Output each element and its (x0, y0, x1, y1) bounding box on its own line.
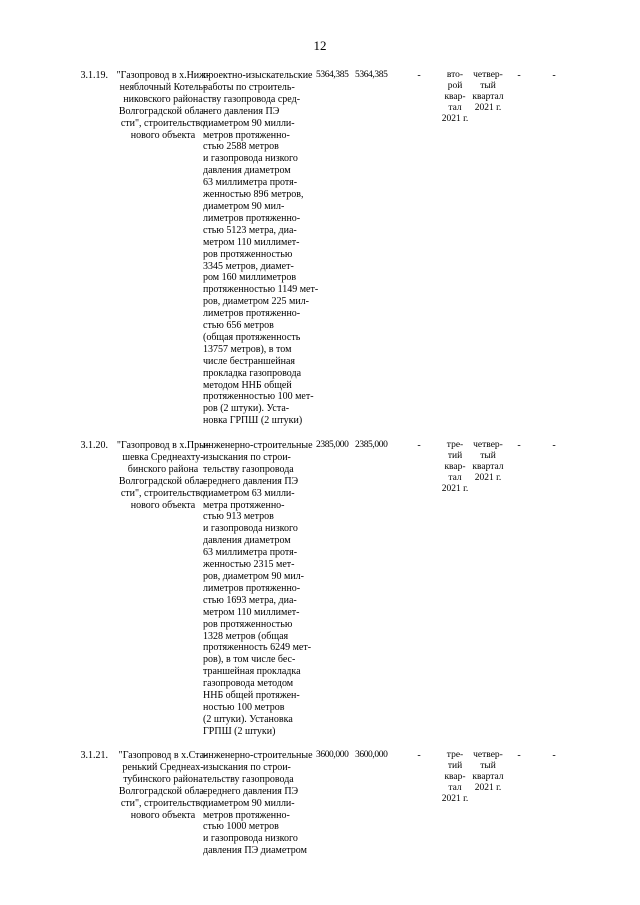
work-description-line: прокладка газопровода (203, 367, 302, 379)
work-description-line: ров), в том числе бес- (203, 654, 296, 666)
work-description-line: диаметром 90 милли- (203, 117, 295, 129)
work-description-line: ром 160 миллиметров (203, 272, 297, 284)
start-period-line: тий (447, 761, 463, 771)
dash-cell: - (517, 70, 521, 81)
amount-total: 2385,000 (316, 440, 349, 450)
end-period (471, 440, 505, 484)
work-description-line: работы по строитель- (203, 81, 295, 93)
work-description-line: давления диаметром (203, 165, 291, 177)
work-description-line: ству газопровода сред- (203, 93, 301, 105)
work-description-line: давления диаметром (203, 535, 291, 547)
object-name-line: "Газопровод в х.Ста- (118, 750, 208, 761)
work-description-line: и газопровода низкого (203, 523, 298, 535)
work-description-line: лиметров протяженно- (203, 212, 301, 224)
work-description-line: диаметром 90 мил- (203, 200, 285, 212)
end-period-line: четвер- (473, 440, 503, 450)
amount-year: 2385,000 (355, 440, 388, 450)
object-name-line: сти", строительство (120, 487, 206, 499)
end-period-line: 2021 г. (474, 783, 502, 793)
object-name-line: никовского района (123, 93, 203, 105)
object-name-line: нового объекта (130, 499, 196, 511)
start-period-line: тал (448, 473, 462, 483)
object-name-line: Волгоградской обла- (118, 785, 208, 797)
work-description-line: и газопровода низкого (203, 153, 298, 165)
work-description-line: 63 миллиметра протя- (203, 547, 298, 559)
end-period (471, 70, 505, 114)
dash-cell: - (517, 440, 521, 451)
work-description-line: инженерно-строительные (203, 750, 313, 761)
work-description-line: ров (2 штуки). Уста- (203, 403, 290, 415)
start-period-line: вто- (446, 70, 464, 80)
object-name-line: нового объекта (130, 129, 196, 141)
work-description-line: проектно-изыскательские (203, 70, 313, 81)
work-description-line: протяженность 6249 мет- (203, 642, 312, 654)
amount-total: 3600,000 (316, 750, 349, 760)
start-period (437, 70, 473, 125)
start-period-line: тре- (446, 440, 464, 450)
dash-cell: - (552, 70, 556, 81)
amount-year: 5364,385 (355, 70, 388, 80)
work-description-line: диаметром 90 милли- (203, 797, 295, 809)
dash-cell: - (517, 750, 521, 761)
object-name-line: Волгоградской обла- (118, 105, 208, 117)
start-period-line: тре- (446, 750, 464, 760)
object-name (116, 70, 210, 141)
start-period-line: тал (448, 103, 462, 113)
work-description-line: ГРПШ (2 штуки) (203, 725, 276, 737)
work-description-line: 63 миллиметра протя- (203, 177, 298, 189)
row-number: 3.1.19. (80, 70, 108, 81)
object-name (116, 440, 210, 511)
work-description-line: давления ПЭ диаметром (203, 845, 307, 857)
work-description-line: ностью 100 метров (203, 701, 285, 713)
start-period (437, 750, 473, 805)
work-description-line: числе бестраншейная (203, 355, 295, 367)
work-description-line: тельству газопровода (203, 773, 294, 785)
start-period-line: квар- (444, 462, 466, 472)
work-description-line: 1328 метров (общая (203, 630, 289, 642)
work-description-line: 3345 метров, диамет- (203, 260, 294, 272)
start-period-line: тий (447, 451, 463, 461)
object-name (116, 750, 210, 821)
end-period-line: квартал (472, 462, 504, 472)
work-description-line: ров, диаметром 90 мил- (203, 570, 304, 582)
end-period-line: тый (480, 81, 496, 91)
work-description-line: протяженностью 100 мет- (203, 391, 314, 403)
end-period-line: 2021 г. (474, 473, 502, 483)
work-description-line: инженерно-строительные (203, 440, 313, 451)
work-description-line: траншейная прокладка (203, 666, 301, 678)
end-period-line: тый (480, 451, 496, 461)
work-description-line: изыскания по строи- (203, 761, 291, 773)
start-period-line: тал (448, 783, 462, 793)
work-description-line: ров, диаметром 225 мил- (203, 296, 309, 308)
object-name-line: ренький Среднеах- (122, 761, 204, 773)
end-period-line: квартал (472, 92, 504, 102)
start-period-line: рой (447, 81, 463, 91)
page-number: 12 (313, 38, 327, 53)
work-description-line: стью 656 метров (203, 320, 274, 332)
start-period-line: 2021 г. (441, 794, 469, 804)
end-period-line: тый (480, 761, 496, 771)
work-description-line: ров протяженностью (203, 248, 293, 260)
work-description-line: него давления ПЭ (203, 105, 280, 117)
object-name-line: сти", строительство (120, 797, 206, 809)
end-period-line: квартал (472, 772, 504, 782)
work-description-line: протяженностью 1149 мет- (203, 284, 319, 296)
object-name-line: "Газопровод в х.Ниж- (116, 70, 210, 81)
work-description-line: стью 1000 метров (203, 821, 279, 833)
end-period-line: четвер- (473, 70, 503, 80)
end-period-line: 2021 г. (474, 103, 502, 113)
dash-cell: - (417, 440, 421, 451)
work-description-line: метром 110 миллимет- (203, 236, 300, 248)
start-period (437, 440, 473, 495)
work-description-line: метром 110 миллимет- (203, 606, 300, 618)
work-description-line: изыскания по строи- (203, 451, 291, 463)
object-name-line: сти", строительство (120, 117, 206, 129)
work-description-line: стью 5123 метра, диа- (203, 224, 297, 236)
object-name-line: тубинского района (123, 773, 203, 785)
work-description-line: стью 2588 метров (203, 141, 279, 153)
work-description-line: ров протяженностью (203, 618, 293, 630)
start-period-line: 2021 г. (441, 484, 469, 494)
dash-cell: - (417, 70, 421, 81)
amount-total: 5364,385 (316, 70, 349, 80)
end-period-line: четвер- (473, 750, 503, 760)
work-description-line: (общая протяженность (203, 331, 301, 343)
object-name-line: Волгоградской обла- (118, 475, 208, 487)
start-period-line: квар- (444, 92, 466, 102)
work-description-line: среднего давления ПЭ (203, 785, 299, 797)
work-description-line: метра протяженно- (203, 499, 285, 511)
work-description-line: лиметров протяженно- (203, 582, 301, 594)
work-description-line: ННБ общей протяжен- (203, 690, 300, 702)
work-description-line: среднего давления ПЭ (203, 475, 299, 487)
dash-cell: - (417, 750, 421, 761)
work-description-line: методом ННБ общей (203, 379, 292, 391)
start-period-line: квар- (444, 772, 466, 782)
work-description-line: газопровода методом (203, 678, 294, 690)
work-description-line: женностью 2315 мет- (203, 559, 295, 571)
work-description (203, 440, 315, 738)
dash-cell: - (552, 440, 556, 451)
object-name-line: шевка Среднеахту- (122, 451, 204, 463)
work-description-line: 13757 метров), в том (203, 343, 292, 355)
work-description-line: стью 913 метров (203, 511, 274, 523)
end-period (471, 750, 505, 794)
work-description-line: (2 штуки). Установка (203, 713, 293, 725)
work-description (203, 750, 315, 857)
amount-year: 3600,000 (355, 750, 388, 760)
work-description-line: женностью 896 метров, (203, 189, 304, 201)
dash-cell: - (552, 750, 556, 761)
object-name-line: "Газопровод в х.Пры- (116, 440, 210, 451)
work-description-line: диаметром 63 милли- (203, 487, 295, 499)
object-name-line: нового объекта (130, 809, 196, 821)
work-description-line: тельству газопровода (203, 463, 294, 475)
row-number: 3.1.21. (80, 750, 108, 761)
work-description-line: и газопровода низкого (203, 833, 298, 845)
object-name-line: бинского района (127, 463, 199, 475)
work-description (203, 70, 319, 427)
work-description-line: новка ГРПШ (2 штуки) (203, 415, 303, 427)
work-description-line: лиметров протяженно- (203, 308, 301, 320)
work-description-line: метров протяженно- (203, 129, 290, 141)
work-description-line: стью 1693 метра, диа- (203, 594, 297, 606)
row-number: 3.1.20. (80, 440, 108, 451)
object-name-line: неяблочный Котель- (119, 81, 207, 93)
start-period-line: 2021 г. (441, 114, 469, 124)
work-description-line: метров протяженно- (203, 809, 290, 821)
